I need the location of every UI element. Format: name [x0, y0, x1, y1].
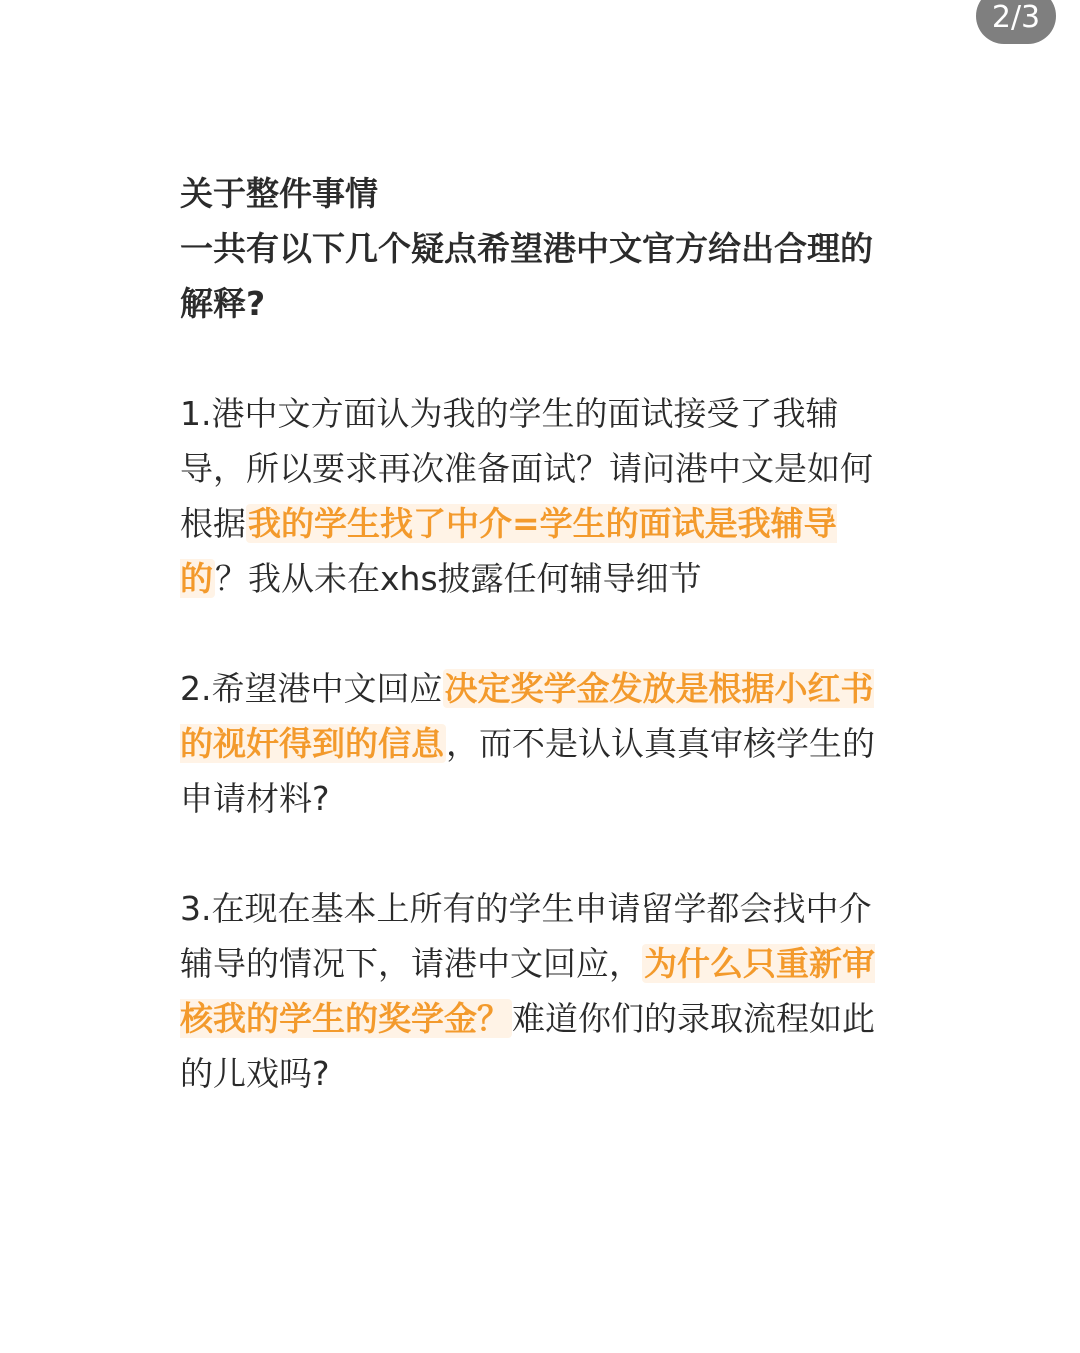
post-content [180, 166, 900, 1156]
point-1-text-before: 1.港中文方面认为我的学生的面试接受了我辅导，所以要求再次准备面试？请问港中文是如何根据 [180, 394, 873, 543]
page-indicator-badge: 2/3 [976, 0, 1056, 44]
point-3-highlight: 为什么只重新审核我的学生的奖学金？ [180, 944, 875, 1038]
point-3-text-after: 难道你们的录取流程如此的儿戏吗? [180, 999, 875, 1093]
point-2-text-after: ，而不是认认真真审核学生的申请材料? [180, 724, 875, 818]
heading-block [180, 166, 900, 331]
heading-line-1: 关于整件事情 [180, 174, 378, 213]
point-1 [180, 386, 900, 606]
point-3 [180, 881, 900, 1101]
point-2-highlight: 决定奖学金发放是根据小红书的视奸得到的信息 [180, 669, 874, 763]
point-2 [180, 661, 900, 826]
point-1-text-after: ？我从未在xhs披露任何辅导细节 [215, 559, 702, 598]
point-1-highlight: 我的学生找了中介=学生的面试是我辅导的 [180, 504, 837, 598]
heading-line-2: 一共有以下几个疑点希望港中文官方给出合理的解释? [180, 229, 873, 323]
point-3-text-before: 3.在现在基本上所有的学生申请留学都会找中介辅导的情况下，请港中文回应， [180, 889, 872, 983]
point-2-text-before: 2.希望港中文回应 [180, 669, 443, 708]
